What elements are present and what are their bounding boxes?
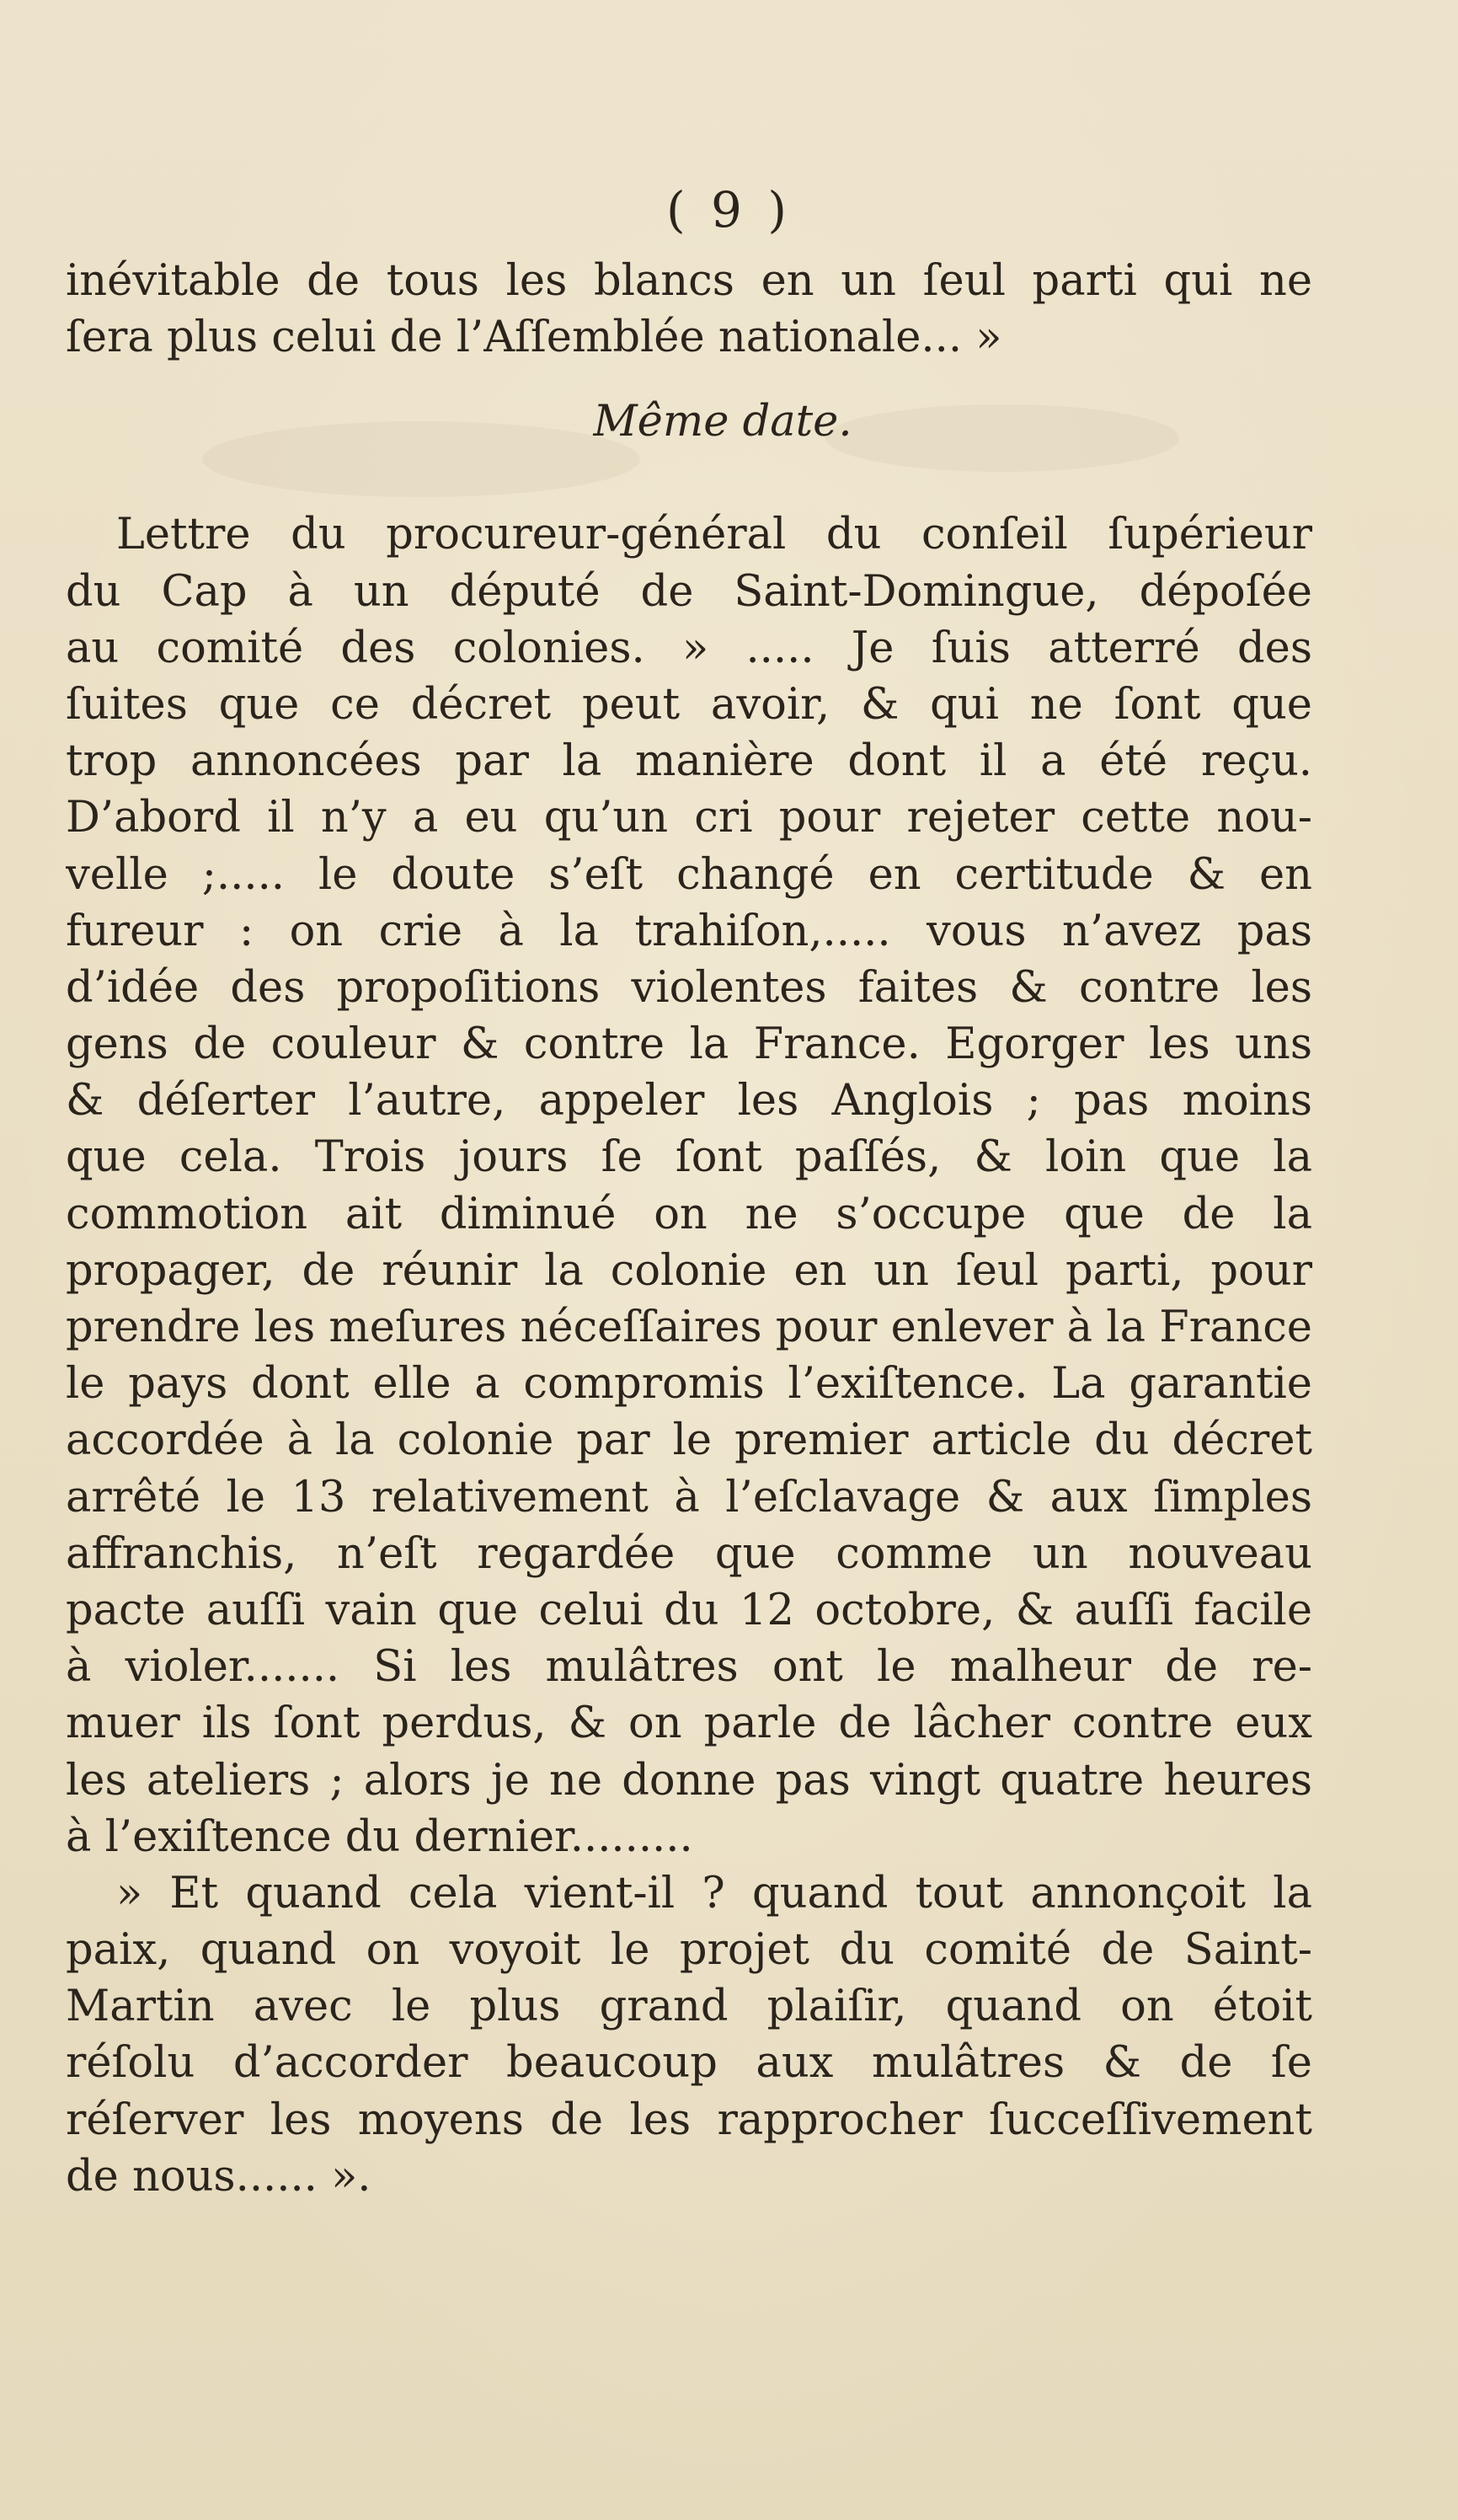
page-body [66, 253, 1312, 2205]
letter-line: à violer....... Si les mulâtres ont le malheur de re- [66, 1642, 1312, 1693]
letter-line: Martin avec le plus grand plaiſir, quand on étoit [66, 1982, 1312, 2032]
letter-line: arrêté le 13 relativement à l’eſclavage & aux ſimples [66, 1472, 1312, 1522]
letter-line: gens de couleur & contre la France. Egorger les uns [66, 1019, 1312, 1070]
letter-line: du Cap à un député de Saint-Domingue, dépoſée [66, 566, 1312, 617]
continuation-line: ſera plus celui de l’Aſſemblée nationale... » [66, 313, 1002, 363]
letter-line: paix, quand on voyoit le projet du comité de Saint- [66, 1925, 1312, 1976]
letter-line: de nous...... ». [66, 2151, 371, 2202]
letter-line: le pays dont elle a compromis l’exiſtence. La garantie [66, 1359, 1312, 1410]
letter-line: d’idée des propoſitions violentes faites & contre les [66, 962, 1312, 1013]
letter-line: & déſerter l’autre, appeler les Anglois ; pas moins [66, 1076, 1312, 1126]
letter-line: propager, de réunir la colonie en un ſeul parti, pour [66, 1245, 1312, 1296]
letter-line: muer ils ſont perdus, & on parle de lâcher contre eux [66, 1699, 1312, 1749]
letter-line: pacte auſſi vain que celui du 12 octobre, & auſſi facile [66, 1585, 1312, 1635]
letter-line: ſuites que ce décret peut avoir, & qui ne ſont que [66, 679, 1312, 730]
letter-line: réſerver les moyens de les rapprocher ſucceſſivement [66, 2095, 1312, 2145]
letter-line: fureur : on crie à la trahiſon,..... vous n’avez pas [66, 906, 1312, 956]
letter-line: prendre les meſures néceſſaires pour enlever à la France [66, 1303, 1312, 1352]
letter-line: trop annoncées par la manière dont il a été reçu. [66, 736, 1312, 787]
letter-line: à l’exiſtence du dernier......... [66, 1811, 693, 1862]
letter-line: velle ;..... le doute s’eſt changé en certitude & en [66, 849, 1312, 900]
letter-line: commotion ait diminué on ne s’occupe que de la [66, 1189, 1312, 1239]
continuation-line: inévitable de tous les blancs en un ſeul parti qui ne [66, 256, 1312, 306]
letter-line: que cela. Trois jours ſe ſont paſſés, & loin que la [66, 1132, 1312, 1183]
letter-line: » Et quand cela vient-il ? quand tout annonçoit la [116, 1868, 1312, 1918]
letter-line: au comité des colonies. » ..... Je ſuis atterré des [66, 623, 1312, 673]
letter-line: affranchis, n’eſt regardée que comme un nouveau [66, 1528, 1312, 1579]
page-number: ( 9 ) [665, 181, 793, 238]
heading-area [66, 393, 1312, 506]
letter-line: D’abord il n’y a eu qu’un cri pour rejeter cette nou- [66, 793, 1312, 843]
letter-line: Lettre du procureur-général du conſeil ſupérieur [116, 510, 1312, 560]
section-heading: Même date. [593, 397, 852, 447]
letter-line: réſolu d’accorder beaucoup aux mulâtres & de ſe [66, 2038, 1312, 2089]
letter-line: accordée à la colonie par le premier article du décret [66, 1415, 1312, 1466]
letter-line: les ateliers ; alors je ne donne pas vingt quatre heures [66, 1755, 1312, 1806]
